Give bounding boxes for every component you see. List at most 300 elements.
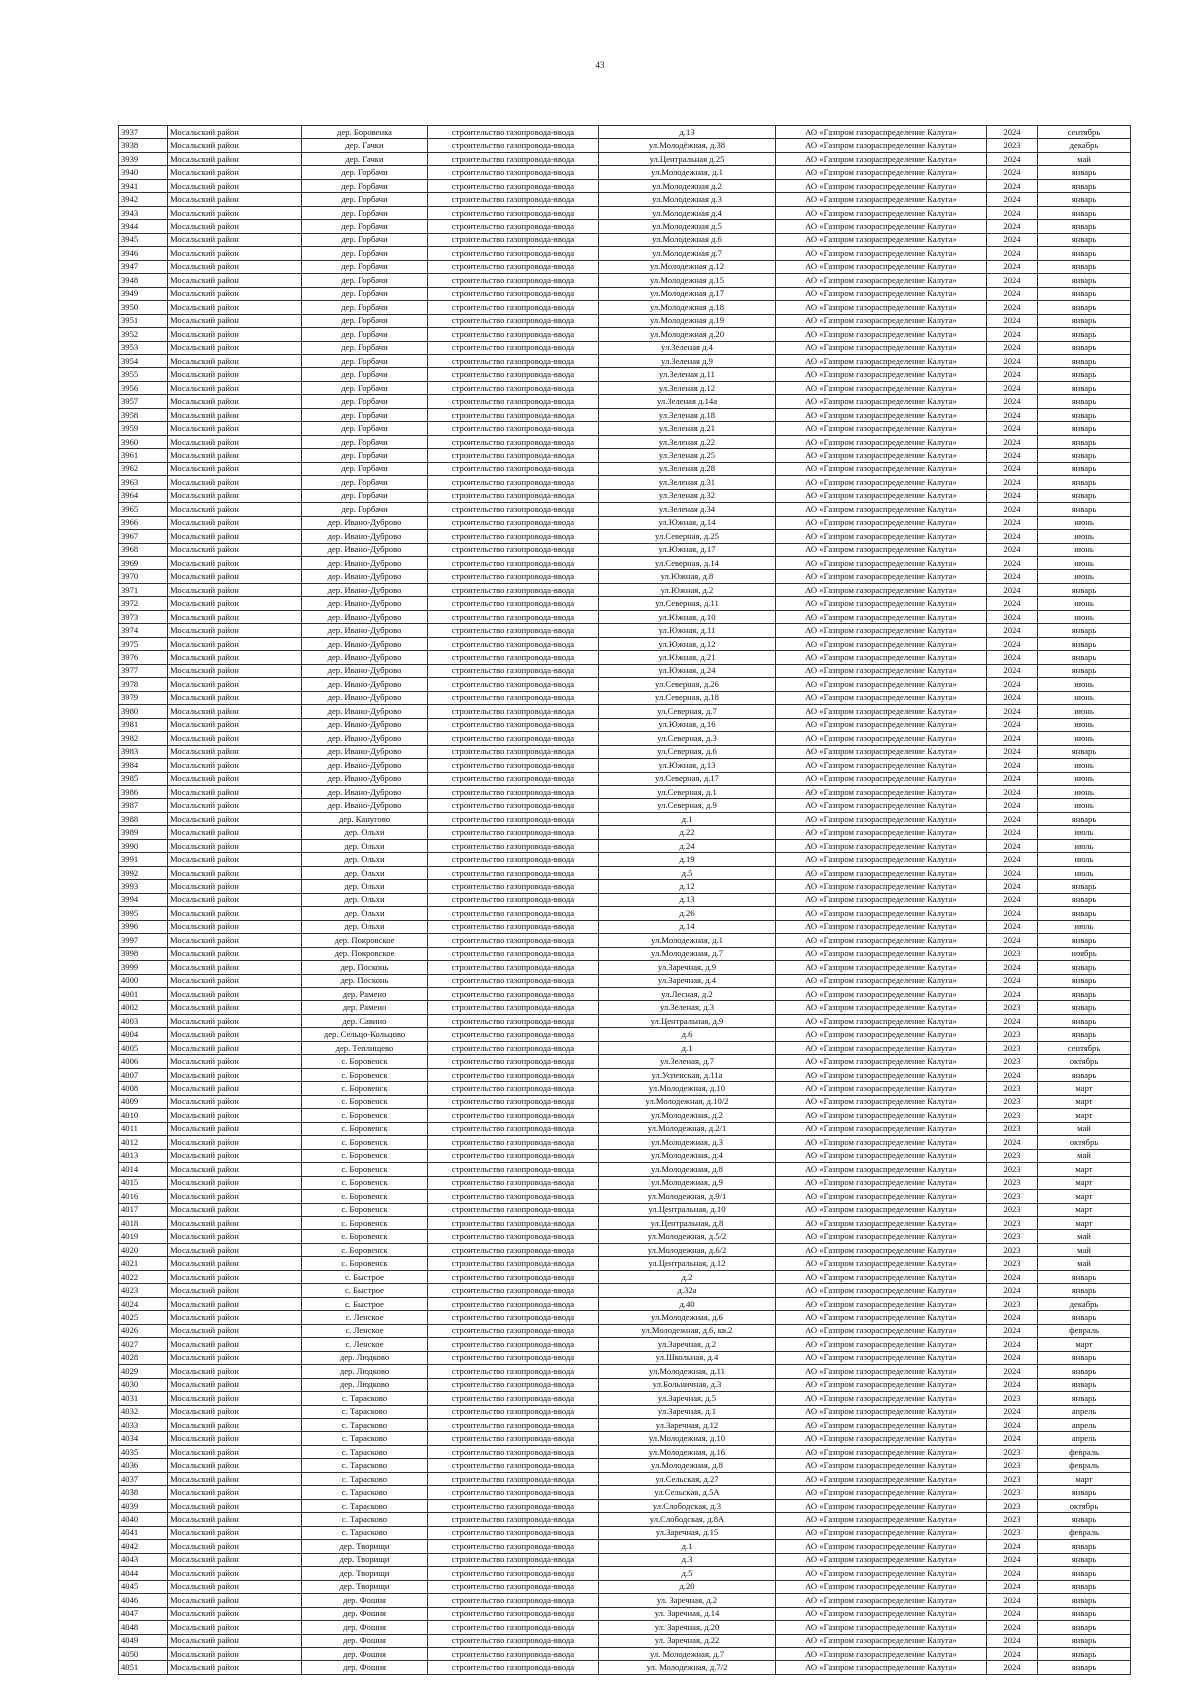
- month-cell: июнь: [1038, 759, 1131, 772]
- month-cell: январь: [1038, 1351, 1131, 1364]
- locality-cell: дер. Ольхи: [302, 826, 428, 839]
- year-cell: 2023: [987, 1486, 1038, 1499]
- district-cell: Мосальский район: [168, 1661, 302, 1674]
- organization-cell: АО «Газпром газораспределение Калуга»: [776, 139, 987, 152]
- row-number-cell: 4045: [119, 1580, 168, 1593]
- month-cell: январь: [1038, 1284, 1131, 1297]
- month-cell: январь: [1038, 637, 1131, 650]
- address-cell: д.3: [599, 1553, 776, 1566]
- year-cell: 2024: [987, 274, 1038, 287]
- row-number-cell: 3945: [119, 233, 168, 246]
- organization-cell: АО «Газпром газораспределение Калуга»: [776, 233, 987, 246]
- row-number-cell: 4027: [119, 1338, 168, 1351]
- year-cell: 2024: [987, 610, 1038, 623]
- row-number-cell: 4019: [119, 1230, 168, 1243]
- district-cell: Мосальский район: [168, 220, 302, 233]
- year-cell: 2023: [987, 1257, 1038, 1270]
- work-type-cell: строительство газопровода-ввода: [428, 1230, 599, 1243]
- table-row: [119, 610, 1131, 623]
- year-cell: 2024: [987, 1378, 1038, 1391]
- address-cell: ул.Зеленая д.28: [599, 462, 776, 475]
- locality-cell: дер. Ольхи: [302, 893, 428, 906]
- work-type-cell: строительство газопровода-ввода: [428, 853, 599, 866]
- table-row: [119, 1661, 1131, 1674]
- address-cell: ул.Южная, д.24: [599, 664, 776, 677]
- organization-cell: АО «Газпром газораспределение Калуга»: [776, 610, 987, 623]
- row-number-cell: 4007: [119, 1068, 168, 1081]
- address-cell: ул.Больничная, д.3: [599, 1378, 776, 1391]
- locality-cell: дер. Фошня: [302, 1594, 428, 1607]
- address-cell: д.19: [599, 853, 776, 866]
- table-row: [119, 1190, 1131, 1203]
- month-cell: январь: [1038, 233, 1131, 246]
- address-cell: ул.Молодежная д.5: [599, 220, 776, 233]
- locality-cell: с. Ленское: [302, 1311, 428, 1324]
- month-cell: май: [1038, 1122, 1131, 1135]
- row-number-cell: 4006: [119, 1055, 168, 1068]
- table-row: [119, 1378, 1131, 1391]
- district-cell: Мосальский район: [168, 139, 302, 152]
- work-type-cell: строительство газопровода-ввода: [428, 1405, 599, 1418]
- organization-cell: АО «Газпром газораспределение Калуга»: [776, 1526, 987, 1539]
- organization-cell: АО «Газпром газораспределение Калуга»: [776, 1270, 987, 1283]
- locality-cell: с. Тарасково: [302, 1526, 428, 1539]
- organization-cell: АО «Газпром газораспределение Калуга»: [776, 920, 987, 933]
- year-cell: 2024: [987, 476, 1038, 489]
- row-number-cell: 3994: [119, 893, 168, 906]
- work-type-cell: строительство газопровода-ввода: [428, 934, 599, 947]
- district-cell: Мосальский район: [168, 583, 302, 596]
- row-number-cell: 3961: [119, 449, 168, 462]
- locality-cell: дер. Ивано-Дуброво: [302, 759, 428, 772]
- year-cell: 2024: [987, 530, 1038, 543]
- row-number-cell: 3999: [119, 961, 168, 974]
- work-type-cell: строительство газопровода-ввода: [428, 1284, 599, 1297]
- year-cell: 2024: [987, 1365, 1038, 1378]
- organization-cell: АО «Газпром газораспределение Калуга»: [776, 1459, 987, 1472]
- locality-cell: дер. Савино: [302, 1014, 428, 1027]
- row-number-cell: 4016: [119, 1190, 168, 1203]
- table-row: [119, 1351, 1131, 1364]
- work-type-cell: строительство газопровода-ввода: [428, 583, 599, 596]
- month-cell: июнь: [1038, 785, 1131, 798]
- row-number-cell: 4025: [119, 1311, 168, 1324]
- district-cell: Мосальский район: [168, 718, 302, 731]
- organization-cell: АО «Газпром газораспределение Калуга»: [776, 1163, 987, 1176]
- organization-cell: АО «Газпром газораспределение Калуга»: [776, 557, 987, 570]
- year-cell: 2024: [987, 1594, 1038, 1607]
- month-cell: январь: [1038, 206, 1131, 219]
- table-row: [119, 274, 1131, 287]
- month-cell: январь: [1038, 503, 1131, 516]
- locality-cell: с. Боровенск: [302, 1122, 428, 1135]
- month-cell: январь: [1038, 301, 1131, 314]
- organization-cell: АО «Газпром газораспределение Калуга»: [776, 1661, 987, 1674]
- row-number-cell: 3996: [119, 920, 168, 933]
- work-type-cell: строительство газопровода-ввода: [428, 799, 599, 812]
- address-cell: ул.Молодежная, д.3: [599, 1136, 776, 1149]
- organization-cell: АО «Газпром газораспределение Калуга»: [776, 839, 987, 852]
- table-row: [119, 1607, 1131, 1620]
- address-cell: ул.Молодежная, д.11: [599, 1365, 776, 1378]
- row-number-cell: 3990: [119, 839, 168, 852]
- row-number-cell: 3993: [119, 880, 168, 893]
- address-cell: ул.Северная, д.26: [599, 678, 776, 691]
- locality-cell: дер. Ольхи: [302, 920, 428, 933]
- year-cell: 2024: [987, 597, 1038, 610]
- organization-cell: АО «Газпром газораспределение Калуга»: [776, 274, 987, 287]
- district-cell: Мосальский район: [168, 516, 302, 529]
- row-number-cell: 4028: [119, 1351, 168, 1364]
- month-cell: январь: [1038, 934, 1131, 947]
- month-cell: декабрь: [1038, 139, 1131, 152]
- organization-cell: АО «Газпром газораспределение Калуга»: [776, 1190, 987, 1203]
- district-cell: Мосальский район: [168, 651, 302, 664]
- organization-cell: АО «Газпром газораспределение Калуга»: [776, 381, 987, 394]
- address-cell: ул.Зеленая д.12: [599, 381, 776, 394]
- address-cell: ул.Зеленая, д.7: [599, 1055, 776, 1068]
- address-cell: ул.Заречная, д.5: [599, 1392, 776, 1405]
- month-cell: январь: [1038, 583, 1131, 596]
- organization-cell: АО «Газпром газораспределение Калуга»: [776, 247, 987, 260]
- locality-cell: дер. Ивано-Дуброво: [302, 691, 428, 704]
- address-cell: ул.Заречная, д.1: [599, 1405, 776, 1418]
- work-type-cell: строительство газопровода-ввода: [428, 408, 599, 421]
- organization-cell: АО «Газпром газораспределение Калуга»: [776, 1365, 987, 1378]
- district-cell: Мосальский район: [168, 314, 302, 327]
- organization-cell: АО «Газпром газораспределение Калуга»: [776, 1109, 987, 1122]
- district-cell: Мосальский район: [168, 1109, 302, 1122]
- district-cell: Мосальский район: [168, 152, 302, 165]
- locality-cell: дер. Боровенка: [302, 126, 428, 139]
- address-cell: ул.Молодежная д.19: [599, 314, 776, 327]
- address-cell: ул.Молодежная, д.4: [599, 1149, 776, 1162]
- address-cell: ул. Заречная, д.14: [599, 1607, 776, 1620]
- district-cell: Мосальский район: [168, 1351, 302, 1364]
- organization-cell: АО «Газпром газораспределение Калуга»: [776, 1594, 987, 1607]
- district-cell: Мосальский район: [168, 610, 302, 623]
- organization-cell: АО «Газпром газораспределение Калуга»: [776, 1041, 987, 1054]
- row-number-cell: 4013: [119, 1149, 168, 1162]
- work-type-cell: строительство газопровода-ввода: [428, 1392, 599, 1405]
- table-row: [119, 449, 1131, 462]
- year-cell: 2024: [987, 557, 1038, 570]
- work-type-cell: строительство газопровода-ввода: [428, 395, 599, 408]
- work-type-cell: строительство газопровода-ввода: [428, 301, 599, 314]
- address-cell: ул.Сельская, д.5А: [599, 1486, 776, 1499]
- year-cell: 2023: [987, 1190, 1038, 1203]
- organization-cell: АО «Газпром газораспределение Калуга»: [776, 772, 987, 785]
- organization-cell: АО «Газпром газораспределение Калуга»: [776, 1243, 987, 1256]
- row-number-cell: 4035: [119, 1445, 168, 1458]
- work-type-cell: строительство газопровода-ввода: [428, 1149, 599, 1162]
- address-cell: ул.Молодежная, д.7: [599, 947, 776, 960]
- district-cell: Мосальский район: [168, 907, 302, 920]
- year-cell: 2023: [987, 1001, 1038, 1014]
- address-cell: ул.Молодежная д.7: [599, 247, 776, 260]
- table-row: [119, 678, 1131, 691]
- locality-cell: дер. Гачки: [302, 139, 428, 152]
- row-number-cell: 3937: [119, 126, 168, 139]
- work-type-cell: строительство газопровода-ввода: [428, 152, 599, 165]
- address-cell: д.13: [599, 893, 776, 906]
- work-type-cell: строительство газопровода-ввода: [428, 745, 599, 758]
- year-cell: 2024: [987, 435, 1038, 448]
- work-type-cell: строительство газопровода-ввода: [428, 1122, 599, 1135]
- address-cell: ул.Северная, д.18: [599, 691, 776, 704]
- month-cell: январь: [1038, 880, 1131, 893]
- work-type-cell: строительство газопровода-ввода: [428, 1499, 599, 1512]
- district-cell: Мосальский район: [168, 853, 302, 866]
- row-number-cell: 4002: [119, 1001, 168, 1014]
- locality-cell: с. Быстрое: [302, 1270, 428, 1283]
- table-row: [119, 233, 1131, 246]
- locality-cell: дер. Сельцо-Кольцово: [302, 1028, 428, 1041]
- table-row: [119, 152, 1131, 165]
- address-cell: ул.Заречная, д.2: [599, 1338, 776, 1351]
- locality-cell: дер. Фошня: [302, 1607, 428, 1620]
- organization-cell: АО «Газпром газораспределение Калуга»: [776, 745, 987, 758]
- year-cell: 2024: [987, 489, 1038, 502]
- district-cell: Мосальский район: [168, 503, 302, 516]
- work-type-cell: строительство газопровода-ввода: [428, 543, 599, 556]
- row-number-cell: 4026: [119, 1324, 168, 1337]
- address-cell: ул.Молодежная, д.9: [599, 1176, 776, 1189]
- row-number-cell: 3948: [119, 274, 168, 287]
- address-cell: д.5: [599, 1567, 776, 1580]
- district-cell: Мосальский район: [168, 947, 302, 960]
- organization-cell: АО «Газпром газораспределение Калуга»: [776, 651, 987, 664]
- organization-cell: АО «Газпром газораспределение Калуга»: [776, 1338, 987, 1351]
- month-cell: июнь: [1038, 597, 1131, 610]
- district-cell: Мосальский район: [168, 341, 302, 354]
- district-cell: Мосальский район: [168, 624, 302, 637]
- district-cell: Мосальский район: [168, 1580, 302, 1593]
- work-type-cell: строительство газопровода-ввода: [428, 368, 599, 381]
- row-number-cell: 3986: [119, 785, 168, 798]
- work-type-cell: строительство газопровода-ввода: [428, 139, 599, 152]
- work-type-cell: строительство газопровода-ввода: [428, 166, 599, 179]
- address-cell: ул.Центральная, д.9: [599, 1014, 776, 1027]
- locality-cell: дер. Канугово: [302, 812, 428, 825]
- table-row: [119, 1068, 1131, 1081]
- address-cell: ул.Молодежная, д.9/1: [599, 1190, 776, 1203]
- table-row: [119, 597, 1131, 610]
- table-row: [119, 974, 1131, 987]
- year-cell: 2023: [987, 1216, 1038, 1229]
- year-cell: 2024: [987, 920, 1038, 933]
- table-row: [119, 1149, 1131, 1162]
- district-cell: Мосальский район: [168, 1378, 302, 1391]
- address-cell: д.6: [599, 1028, 776, 1041]
- month-cell: январь: [1038, 1392, 1131, 1405]
- month-cell: январь: [1038, 812, 1131, 825]
- row-number-cell: 3992: [119, 866, 168, 879]
- address-cell: д.1: [599, 812, 776, 825]
- address-cell: ул.Молодежная, д.6, кв.2: [599, 1324, 776, 1337]
- table-row: [119, 880, 1131, 893]
- district-cell: Мосальский район: [168, 1607, 302, 1620]
- locality-cell: дер. Ивано-Дуброво: [302, 785, 428, 798]
- work-type-cell: строительство газопровода-ввода: [428, 1365, 599, 1378]
- district-cell: Мосальский район: [168, 799, 302, 812]
- locality-cell: с. Боровенск: [302, 1095, 428, 1108]
- table-row: [119, 1270, 1131, 1283]
- district-cell: Мосальский район: [168, 422, 302, 435]
- district-cell: Мосальский район: [168, 408, 302, 421]
- year-cell: 2024: [987, 1634, 1038, 1647]
- row-number-cell: 3979: [119, 691, 168, 704]
- month-cell: январь: [1038, 341, 1131, 354]
- work-type-cell: строительство газопровода-ввода: [428, 1621, 599, 1634]
- locality-cell: дер. Теплищево: [302, 1041, 428, 1054]
- row-number-cell: 3941: [119, 179, 168, 192]
- work-type-cell: строительство газопровода-ввода: [428, 866, 599, 879]
- table-row: [119, 395, 1131, 408]
- table-row: [119, 691, 1131, 704]
- row-number-cell: 3944: [119, 220, 168, 233]
- work-type-cell: строительство газопровода-ввода: [428, 1001, 599, 1014]
- month-cell: июль: [1038, 920, 1131, 933]
- month-cell: январь: [1038, 193, 1131, 206]
- year-cell: 2024: [987, 866, 1038, 879]
- row-number-cell: 3974: [119, 624, 168, 637]
- work-type-cell: строительство газопровода-ввода: [428, 503, 599, 516]
- district-cell: Мосальский район: [168, 462, 302, 475]
- organization-cell: АО «Газпром газораспределение Калуга»: [776, 1540, 987, 1553]
- year-cell: 2023: [987, 139, 1038, 152]
- table-row: [119, 247, 1131, 260]
- month-cell: январь: [1038, 974, 1131, 987]
- month-cell: октябрь: [1038, 1055, 1131, 1068]
- year-cell: 2024: [987, 408, 1038, 421]
- locality-cell: дер. Горбачи: [302, 328, 428, 341]
- month-cell: февраль: [1038, 1459, 1131, 1472]
- district-cell: Мосальский район: [168, 1055, 302, 1068]
- address-cell: д.1: [599, 1041, 776, 1054]
- locality-cell: дер. Горбачи: [302, 435, 428, 448]
- table-row: [119, 206, 1131, 219]
- row-number-cell: 3960: [119, 435, 168, 448]
- organization-cell: АО «Газпром газораспределение Калуга»: [776, 260, 987, 273]
- locality-cell: с. Тарасково: [302, 1486, 428, 1499]
- table-row: [119, 1647, 1131, 1660]
- work-type-cell: строительство газопровода-ввода: [428, 664, 599, 677]
- table-row: [119, 408, 1131, 421]
- district-cell: Мосальский район: [168, 961, 302, 974]
- month-cell: январь: [1038, 179, 1131, 192]
- work-type-cell: строительство газопровода-ввода: [428, 812, 599, 825]
- work-type-cell: строительство газопровода-ввода: [428, 1607, 599, 1620]
- table-row: [119, 435, 1131, 448]
- organization-cell: АО «Газпром газораспределение Калуга»: [776, 974, 987, 987]
- month-cell: март: [1038, 1095, 1131, 1108]
- table-row: [119, 732, 1131, 745]
- locality-cell: дер. Творищи: [302, 1580, 428, 1593]
- organization-cell: АО «Газпром газораспределение Калуга»: [776, 1378, 987, 1391]
- organization-cell: АО «Газпром газораспределение Калуга»: [776, 408, 987, 421]
- row-number-cell: 3981: [119, 718, 168, 731]
- organization-cell: АО «Газпром газораспределение Калуга»: [776, 1567, 987, 1580]
- year-cell: 2024: [987, 1540, 1038, 1553]
- row-number-cell: 3956: [119, 381, 168, 394]
- year-cell: 2023: [987, 1513, 1038, 1526]
- district-cell: Мосальский район: [168, 974, 302, 987]
- address-cell: ул.Молодежная д.20: [599, 328, 776, 341]
- table-row: [119, 718, 1131, 731]
- row-number-cell: 3947: [119, 260, 168, 273]
- address-cell: ул.Южная, д.11: [599, 624, 776, 637]
- year-cell: 2024: [987, 974, 1038, 987]
- organization-cell: АО «Газпром газораспределение Калуга»: [776, 637, 987, 650]
- work-type-cell: строительство газопровода-ввода: [428, 287, 599, 300]
- district-cell: Мосальский район: [168, 664, 302, 677]
- row-number-cell: 3962: [119, 462, 168, 475]
- table-row: [119, 1230, 1131, 1243]
- locality-cell: дер. Ивано-Дуброво: [302, 772, 428, 785]
- organization-cell: АО «Газпром газораспределение Калуга»: [776, 449, 987, 462]
- work-type-cell: строительство газопровода-ввода: [428, 1324, 599, 1337]
- district-cell: Мосальский район: [168, 812, 302, 825]
- locality-cell: с. Боровенск: [302, 1055, 428, 1068]
- year-cell: 2023: [987, 1095, 1038, 1108]
- organization-cell: АО «Газпром газораспределение Калуга»: [776, 462, 987, 475]
- month-cell: сентябрь: [1038, 1041, 1131, 1054]
- work-type-cell: строительство газопровода-ввода: [428, 732, 599, 745]
- address-cell: д.40: [599, 1297, 776, 1310]
- month-cell: июнь: [1038, 799, 1131, 812]
- locality-cell: с. Боровенск: [302, 1230, 428, 1243]
- locality-cell: с. Боровенск: [302, 1216, 428, 1229]
- address-cell: ул.Молодежная, д.10: [599, 1432, 776, 1445]
- locality-cell: с. Тарасково: [302, 1392, 428, 1405]
- work-type-cell: строительство газопровода-ввода: [428, 1459, 599, 1472]
- locality-cell: дер. Ивано-Дуброво: [302, 570, 428, 583]
- district-cell: Мосальский район: [168, 543, 302, 556]
- organization-cell: АО «Газпром газораспределение Калуга»: [776, 314, 987, 327]
- organization-cell: АО «Газпром газораспределение Калуга»: [776, 1445, 987, 1458]
- year-cell: 2024: [987, 1661, 1038, 1674]
- locality-cell: с. Боровенск: [302, 1082, 428, 1095]
- table-row: [119, 543, 1131, 556]
- organization-cell: АО «Газпром газораспределение Калуга»: [776, 705, 987, 718]
- work-type-cell: строительство газопровода-ввода: [428, 1540, 599, 1553]
- address-cell: ул.Северная, д.14: [599, 557, 776, 570]
- district-cell: Мосальский район: [168, 1284, 302, 1297]
- district-cell: Мосальский район: [168, 489, 302, 502]
- organization-cell: АО «Газпром газораспределение Калуга»: [776, 1324, 987, 1337]
- table-row: [119, 1028, 1131, 1041]
- row-number-cell: 4004: [119, 1028, 168, 1041]
- organization-cell: АО «Газпром газораспределение Калуга»: [776, 1486, 987, 1499]
- table-row: [119, 785, 1131, 798]
- locality-cell: с. Тарасково: [302, 1419, 428, 1432]
- organization-cell: АО «Газпром газораспределение Калуга»: [776, 354, 987, 367]
- address-cell: ул.Центральная, д.8: [599, 1216, 776, 1229]
- organization-cell: АО «Газпром газораспределение Калуга»: [776, 341, 987, 354]
- table-row: [119, 503, 1131, 516]
- district-cell: Мосальский район: [168, 1634, 302, 1647]
- address-cell: ул.Южная, д.8: [599, 570, 776, 583]
- year-cell: 2023: [987, 1109, 1038, 1122]
- month-cell: январь: [1038, 1607, 1131, 1620]
- organization-cell: АО «Газпром газораспределение Калуга»: [776, 1647, 987, 1660]
- row-number-cell: 4042: [119, 1540, 168, 1553]
- address-cell: ул.Зеленая д.14а: [599, 395, 776, 408]
- locality-cell: дер. Ивано-Дуброво: [302, 799, 428, 812]
- district-cell: Мосальский район: [168, 1014, 302, 1027]
- year-cell: 2024: [987, 1324, 1038, 1337]
